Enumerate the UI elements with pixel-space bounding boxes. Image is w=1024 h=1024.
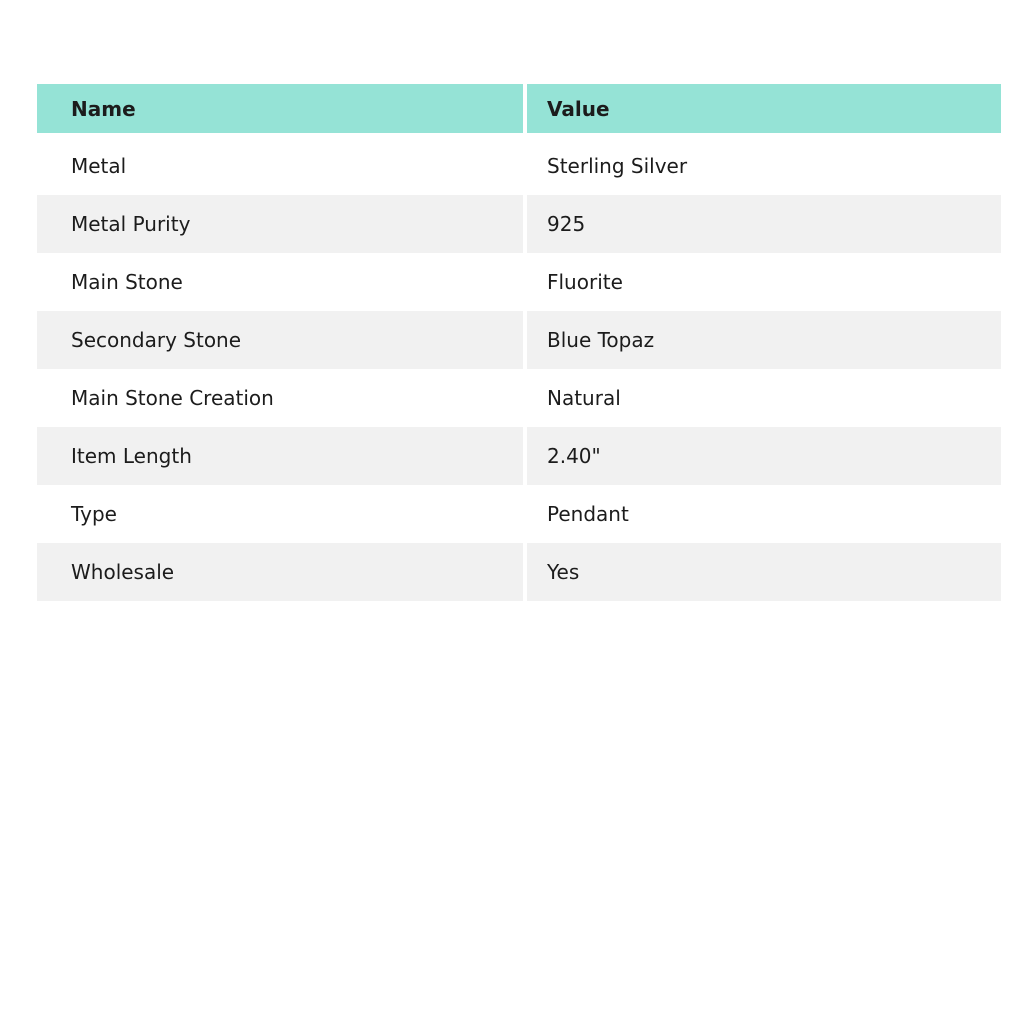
row-name-cell: Main Stone [37,253,523,311]
table-row [37,543,1001,601]
table-row [37,253,1001,311]
header-cell-name: Name [37,84,523,133]
table-row [37,195,1001,253]
row-value-cell: Fluorite [527,253,1001,311]
attributes-table [37,84,1001,601]
table-row [37,485,1001,543]
table-row [37,369,1001,427]
row-name-cell: Main Stone Creation [37,369,523,427]
row-name-cell: Secondary Stone [37,311,523,369]
row-name-cell: Metal [37,137,523,195]
row-name-cell: Item Length [37,427,523,485]
row-value-cell: Yes [527,543,1001,601]
row-value-cell: Sterling Silver [527,137,1001,195]
row-value-cell: Natural [527,369,1001,427]
row-name-cell: Metal Purity [37,195,523,253]
row-name-cell: Type [37,485,523,543]
table-body [37,137,1001,601]
row-value-cell: Blue Topaz [527,311,1001,369]
table-header-row [37,84,1001,133]
table-row [37,427,1001,485]
row-value-cell: Pendant [527,485,1001,543]
row-value-cell: 925 [527,195,1001,253]
header-cell-value: Value [527,84,1001,133]
table-row [37,311,1001,369]
table-row [37,137,1001,195]
row-name-cell: Wholesale [37,543,523,601]
row-value-cell: 2.40" [527,427,1001,485]
